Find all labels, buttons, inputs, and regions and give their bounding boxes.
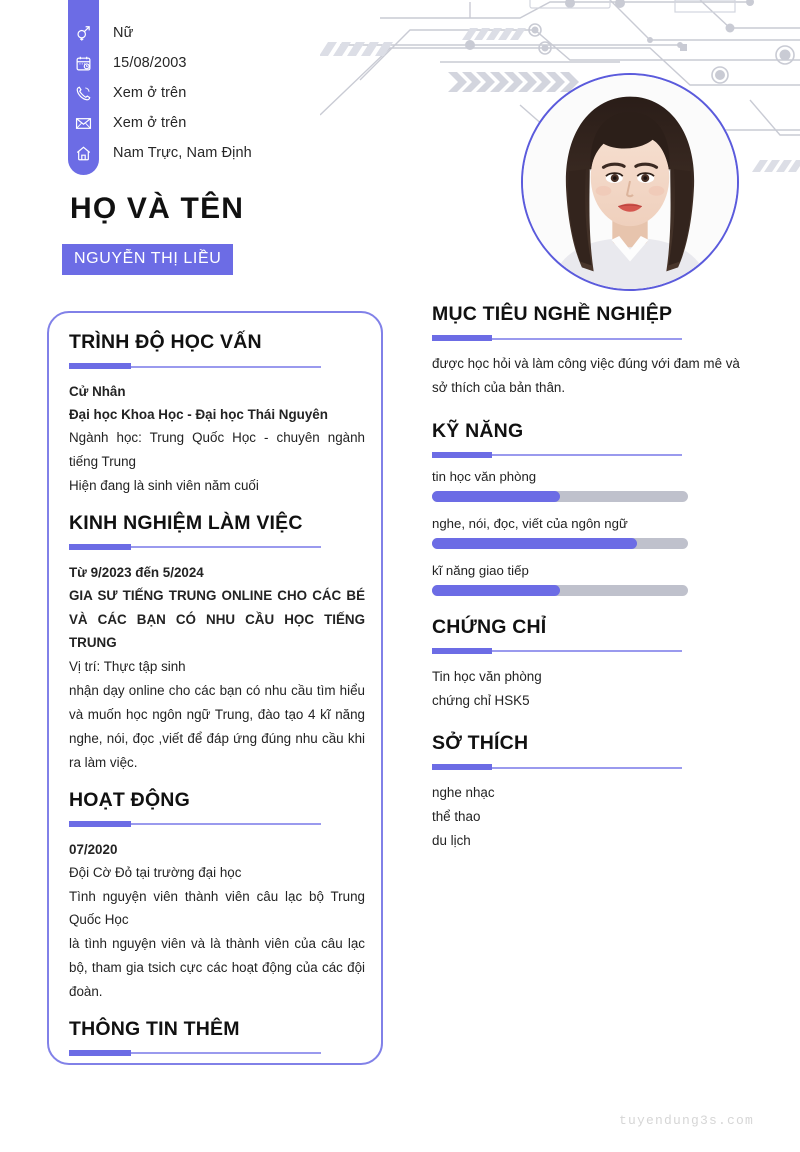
experience-position: Vị trí: Thực tập sinh [69, 659, 186, 675]
contact-item-gender [68, 18, 408, 48]
activities-line-2: Tình nguyện viên thành viên câu lạc bộ Trung Quốc Học [69, 888, 365, 928]
gender-icon [68, 25, 99, 42]
skills-rule [432, 452, 754, 458]
contact-item-email [68, 108, 408, 138]
hobby-item: nghe nhạc [432, 785, 495, 801]
skill-progress-fill [432, 585, 560, 596]
activities-period: 07/2020 [69, 841, 118, 857]
skill-item [432, 516, 754, 549]
experience-period: Từ 9/2023 đến 5/2024 [69, 564, 204, 580]
contact-list [68, 18, 408, 168]
activities-rule [69, 821, 365, 827]
skills-heading: KỸ NĂNG [432, 419, 524, 442]
certificates-heading: CHỨNG CHỈ [432, 615, 547, 638]
education-major: Ngành học: Trung Quốc Học - chuyên ngành tiếng Trung [69, 430, 365, 469]
more-info-rule [69, 1050, 365, 1056]
education-school: Đại học Khoa Học - Đại học Thái Nguyên [69, 407, 328, 423]
experience-role: GIA SƯ TIẾNG TRUNG ONLINE CHO CÁC BÉ VÀ CÁC BẠN CÓ NHU CẦU HỌC TIẾNG TRUNG [69, 587, 365, 651]
contact-value-gender: Nữ [113, 25, 134, 41]
certificate-item: Tin học văn phòng [432, 668, 542, 684]
certificates-rule [432, 648, 754, 654]
education-degree: Cử Nhân [69, 384, 126, 399]
activities-heading: HOẠT ĐỘNG [69, 788, 190, 811]
contact-value-birthdate: 15/08/2003 [113, 55, 187, 71]
contact-item-phone [68, 78, 408, 108]
objective-rule [432, 335, 754, 341]
activities-line-1: Đội Cờ Đỏ tại trường đại học [69, 864, 242, 880]
certificate-item: chứng chỉ HSK5 [432, 692, 530, 708]
contact-value-email: Xem ở trên [113, 115, 187, 131]
education-rule [69, 363, 365, 369]
hobbies-rule [432, 764, 754, 770]
calendar-icon [68, 55, 99, 72]
phone-icon [68, 85, 99, 102]
experience-rule [69, 544, 365, 550]
skill-label: tin học văn phòng [432, 468, 537, 484]
skill-progress-fill [432, 491, 560, 502]
hobby-item: du lịch [432, 833, 471, 849]
hobby-item: thể thao [432, 809, 481, 825]
contact-value-phone: Xem ở trên [113, 85, 187, 101]
contact-item-address [68, 138, 408, 168]
skill-label: nghe, nói, đọc, viết của ngôn ngữ [432, 515, 628, 531]
skill-progress-bar [432, 585, 688, 596]
watermark: tuyendung3s.com [618, 1113, 754, 1128]
left-column-card [47, 311, 383, 1065]
full-name-badge: NGUYỄN THỊ LIỀU [62, 244, 233, 275]
skill-item [432, 469, 754, 502]
page-title: HỌ VÀ TÊN [70, 192, 245, 225]
avatar [521, 73, 739, 291]
email-icon [68, 115, 99, 132]
contact-item-birthdate [68, 48, 408, 78]
hobbies-heading: SỞ THÍCH [432, 732, 529, 755]
experience-heading: KINH NGHIỆM LÀM VIỆC [69, 511, 303, 534]
more-info-heading: THÔNG TIN THÊM [69, 1017, 240, 1040]
right-column [432, 303, 754, 853]
avatar-image [523, 75, 737, 289]
skill-progress-bar [432, 538, 688, 549]
skill-label: kĩ năng giao tiếp [432, 562, 529, 578]
activities-description: là tình nguyện viên và là thành viên của câu lạc bộ, tham gia tsich cực các hoạt động của các đội đoàn. [69, 936, 365, 999]
experience-description: nhận dạy online cho các bạn có nhu cầu tìm hiểu và muốn học ngôn ngữ Trung, đào tạo 4 kĩ năng nghe, nói, đọc ,viết để đáp ứng đúng nhu cầu khi ra làm việc. [69, 683, 365, 770]
objective-text: được học hỏi và làm công việc đúng với đam mê và sở thích của bản thân. [432, 356, 740, 395]
home-icon [68, 145, 99, 162]
contact-value-address: Nam Trực, Nam Định [113, 145, 252, 161]
skill-progress-fill [432, 538, 637, 549]
skill-progress-bar [432, 491, 688, 502]
education-status: Hiện đang là sinh viên năm cuối [69, 477, 259, 493]
objective-heading: MỤC TIÊU NGHỀ NGHIỆP [432, 303, 673, 325]
skill-item [432, 563, 754, 596]
education-heading: TRÌNH ĐỘ HỌC VẤN [69, 331, 262, 353]
